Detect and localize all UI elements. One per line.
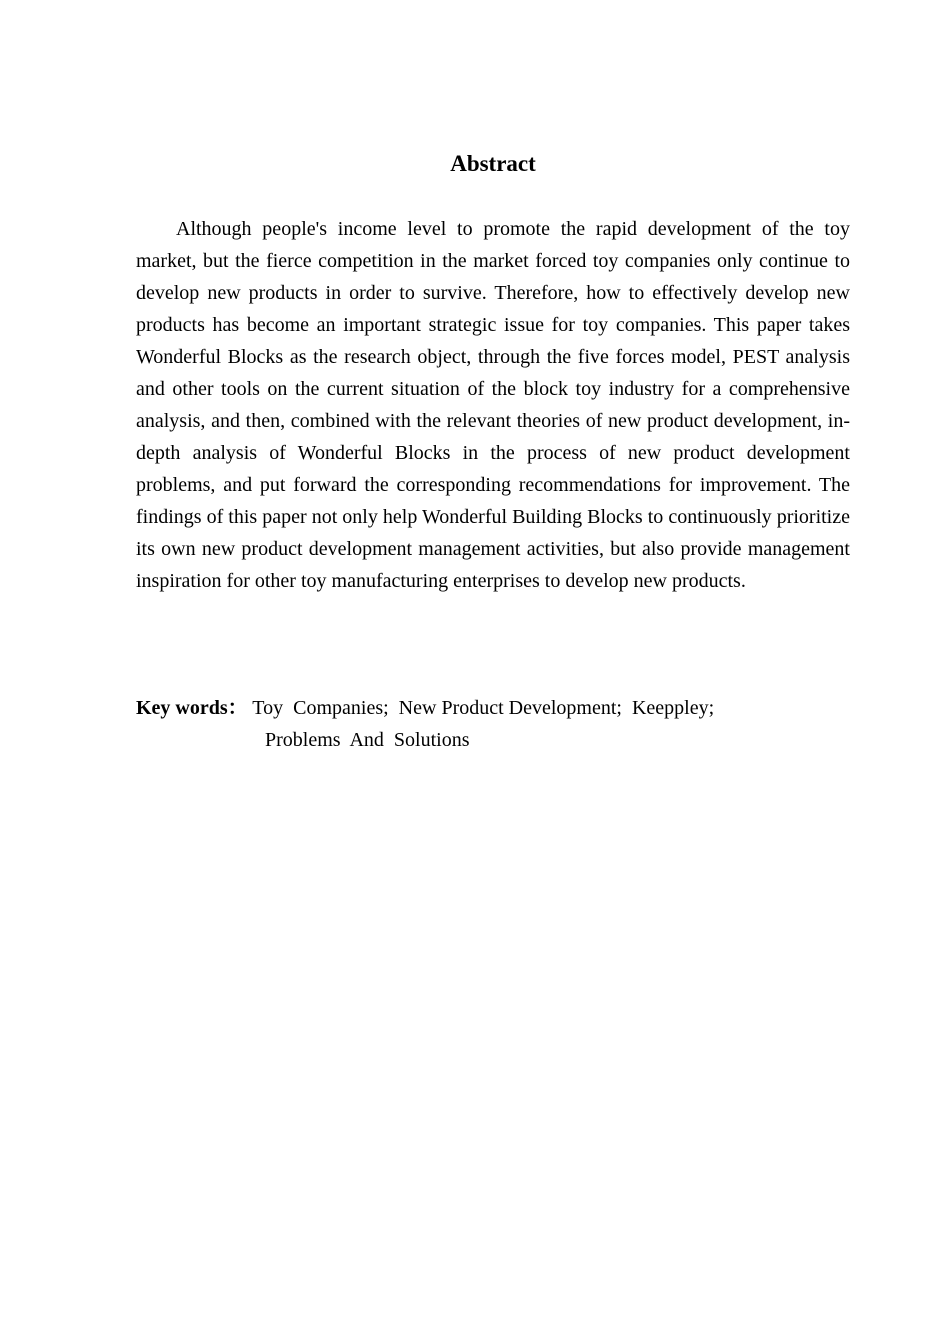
keywords-section bbox=[136, 692, 850, 756]
keywords-label: Key words： bbox=[136, 697, 248, 719]
keywords-line-2: Problems And Solutions bbox=[265, 729, 470, 751]
abstract-title: Abstract bbox=[450, 151, 536, 176]
keywords-list-1: Toy Companies; New Product Development; Keeppley; bbox=[247, 697, 715, 719]
keywords-line-1 bbox=[136, 692, 850, 724]
abstract-body: Although people's income level to promote the rapid development of the toy market, but the fierce competition in the market forced toy companies only continue to develop new products in order to survive. Therefore, how to effectively develop new products has become an important strategic issue for toy companies. This paper takes Wonderful Blocks as the research object, through the five forces model, PEST analysis and other tools on the current situation of the block toy industry for a comprehensive analysis, and then, combined with the relevant theories of new product development, in-depth analysis of Wonderful Blocks in the process of new product development problems, and put forward the corresponding recommendations for improvement. The findings of this paper not only help Wonderful Building Blocks to continuously prioritize its own new product development management activities, but also provide management inspiration for other toy manufacturing enterprises to develop new products. bbox=[136, 218, 850, 592]
